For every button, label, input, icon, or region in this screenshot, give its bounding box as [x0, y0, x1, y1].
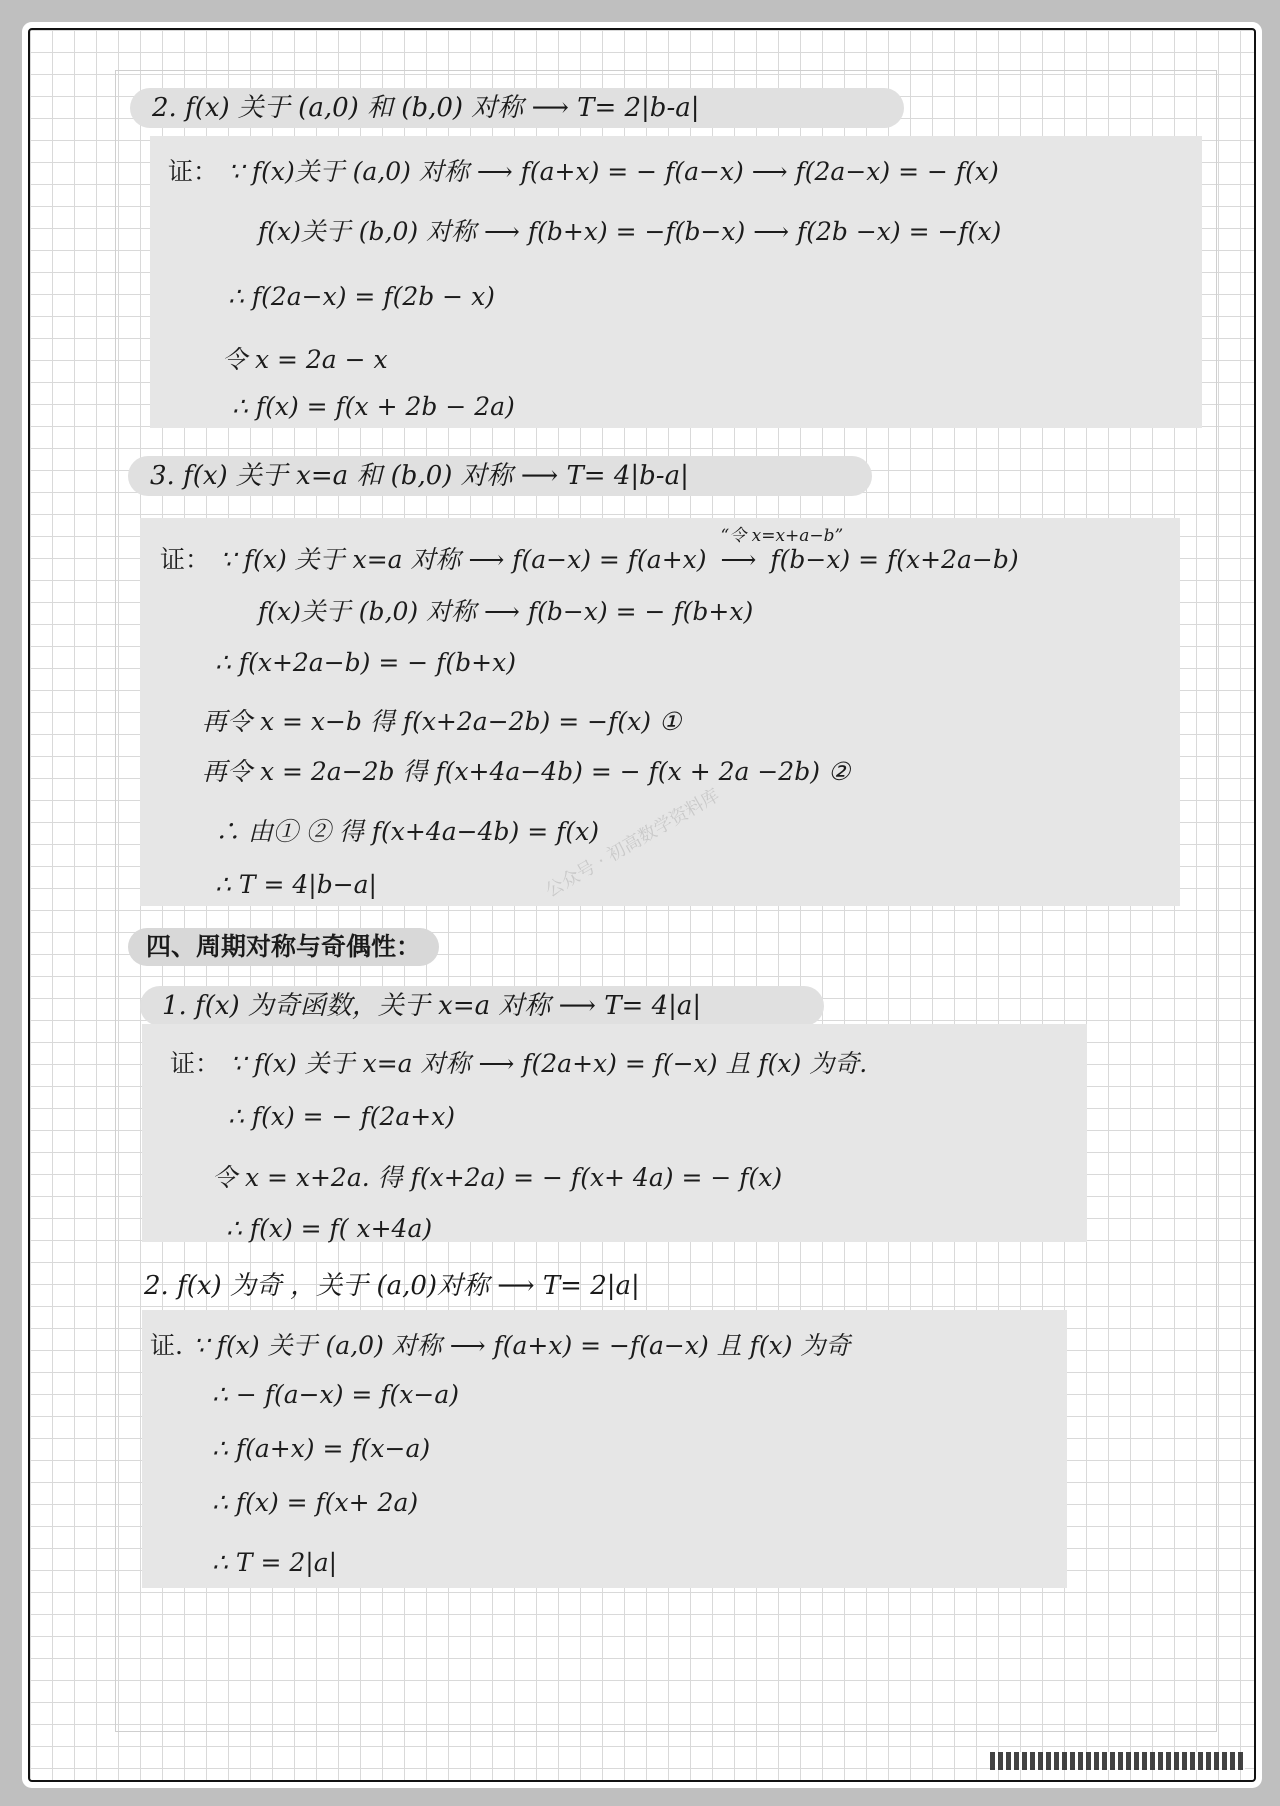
substitution-arrow: “令 x=x+a−b” ⟶: [721, 545, 757, 574]
section-2-line-2: f(x)关于 (b,0) 对称 ⟶ f(b+x) = −f(b−x) ⟶ f(2b −x) = −f(x): [258, 217, 1002, 246]
section-3-line-1: [160, 526, 1019, 576]
part-2-line-3: ∴ f(a+x) = f(x−a): [212, 1434, 431, 1463]
watermark: 公众号 · 初高数学资料库: [542, 784, 724, 902]
section-3-line-7: ∴ T = 4|b−a|: [215, 870, 377, 899]
footer-barcode-strip: [990, 1752, 1245, 1770]
section-2-line-4: 令 x = 2a − x: [222, 345, 388, 374]
section-2-line-1-text: ∵ f(x)关于 (a,0) 对称 ⟶ f(a+x) = − f(a−x) ⟶ f(2a−x) = − f(x): [228, 157, 999, 186]
part-2-line-2: ∴ − f(a−x) = f(x−a): [212, 1380, 460, 1409]
part-2-line-5: ∴ T = 2|a|: [212, 1548, 338, 1577]
section-2-heading: 2. f(x) 关于 (a,0) 和 (b,0) 对称 ⟶ T= 2|b-a|: [130, 88, 904, 128]
part-2-heading: 2. f(x) 为奇 ，关于 (a,0)对称 ⟶ T= 2|a|: [144, 1271, 640, 1301]
section-4-title: 四、周期对称与奇偶性：: [128, 928, 439, 966]
part-1-heading: 1. f(x) 为奇函数，关于 x=a 对称 ⟶ T= 4|a|: [140, 986, 824, 1026]
section-3-line-2: f(x)关于 (b,0) 对称 ⟶ f(b−x) = − f(b+x): [258, 597, 754, 626]
section-3-line-6: ∴ 由① ② 得 f(x+4a−4b) = f(x): [215, 817, 599, 846]
part-1-line-3: 令 x = x+2a. 得 f(x+2a) = − f(x+ 4a) = − f(x): [212, 1163, 783, 1192]
section-3-line-3: ∴ f(x+2a−b) = − f(b+x): [215, 648, 516, 677]
section-3-line-1b: f(b−x) = f(x+2a−b): [770, 545, 1019, 574]
section-3-heading: 3. f(x) 关于 x=a 和 (b,0) 对称 ⟶ T= 4|b-a|: [128, 456, 872, 496]
proof-label: 证.: [150, 1331, 183, 1360]
proof-label: 证：: [170, 1049, 221, 1078]
substitution-note: “令 x=x+a−b”: [720, 526, 844, 546]
proof-label: 证：: [160, 545, 211, 574]
section-2-line-1: [168, 152, 999, 188]
part-2-line-1: [150, 1326, 850, 1362]
section-3-line-1a: ∵ f(x) 关于 x=a 对称 ⟶ f(a−x) = f(a+x): [220, 545, 707, 574]
part-1-line-2: ∴ f(x) = − f(2a+x): [228, 1102, 456, 1131]
section-2-line-5: ∴ f(x) = f(x + 2b − 2a): [232, 392, 515, 421]
section-2-line-3: ∴ f(2a−x) = f(2b − x): [228, 282, 495, 311]
part-2-line-1-text: ∵ f(x) 关于 (a,0) 对称 ⟶ f(a+x) = −f(a−x) 且 f(x) 为奇: [192, 1331, 851, 1360]
part-1-line-1: [170, 1044, 867, 1080]
section-3-line-5: 再令 x = 2a−2b 得 f(x+4a−4b) = − f(x + 2a −2b) ②: [202, 757, 851, 786]
part-1-line-1-text: ∵ f(x) 关于 x=a 对称 ⟶ f(2a+x) = f(−x) 且 f(x) 为奇.: [230, 1049, 868, 1078]
section-3-line-4: 再令 x = x−b 得 f(x+2a−2b) = −f(x) ①: [202, 707, 682, 736]
part-2-line-4: ∴ f(x) = f(x+ 2a): [212, 1488, 419, 1517]
part-1-line-4: ∴ f(x) = f( x+4a): [226, 1214, 433, 1243]
proof-label: 证：: [168, 157, 219, 186]
